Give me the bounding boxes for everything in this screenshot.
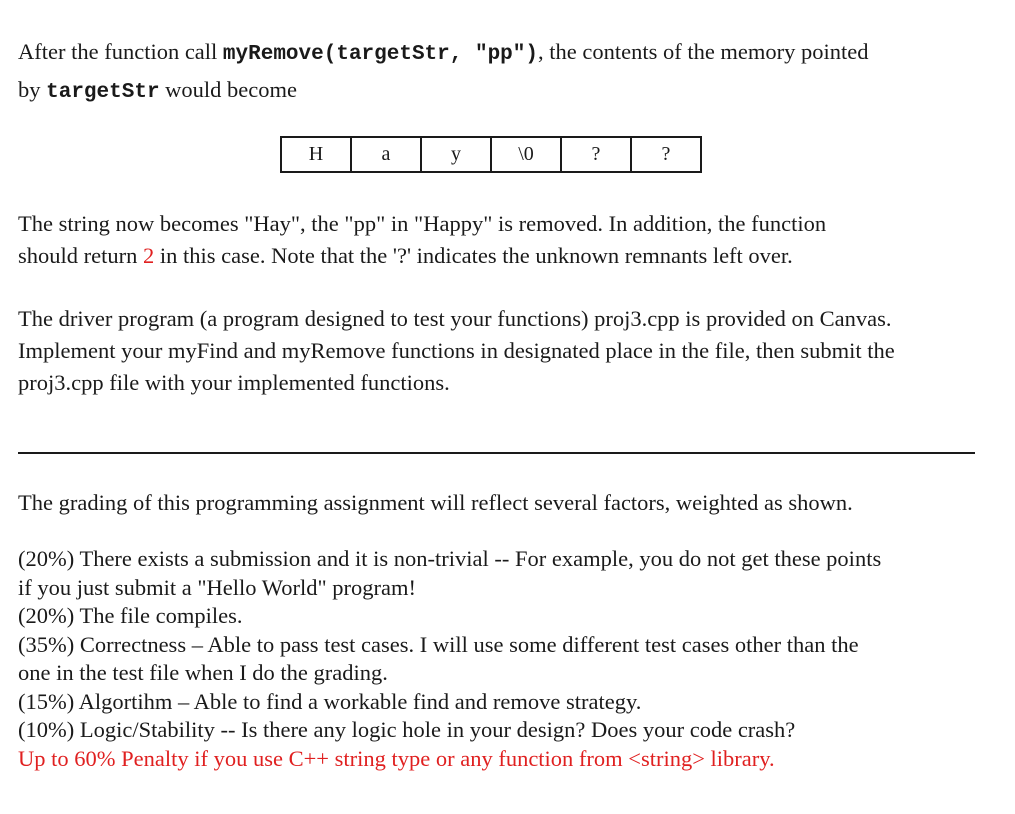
grading-item: (10%) Logic/Stability -- Is there any logic hole in your design? Does your code crash? — [18, 717, 796, 742]
grading-item: (15%) Algortihm – Able to find a workable find and remove strategy. — [18, 688, 642, 714]
grading-list — [18, 545, 988, 773]
memory-cell: H — [281, 137, 351, 172]
grading-item: (35%) Correctness – Able to pass test cases. I will use some different test cases other than the — [18, 631, 859, 657]
explanation-line-2: should return 2 in this case. Note that the '?' indicates the unknown remnants left over. — [18, 243, 793, 268]
variable-code: targetStr — [46, 81, 160, 104]
function-call-code: myRemove(targetStr, "pp") — [222, 43, 538, 66]
section-divider — [18, 452, 975, 454]
grading-item: (20%) The file compiles. — [18, 603, 243, 628]
memory-cell: ? — [561, 137, 631, 172]
driver-paragraph — [18, 303, 980, 399]
memory-cell: ? — [631, 137, 701, 172]
grading-intro: The grading of this programming assignment will reflect several factors, weighted as shown. — [18, 490, 853, 515]
memory-table — [280, 136, 702, 173]
memory-cell: y — [421, 137, 491, 172]
intro-line-2: by targetStr would become — [18, 77, 298, 104]
memory-cell: a — [351, 137, 421, 172]
driver-line-2: Implement your myFind and myRemove functions in designated place in the file, then submit the — [18, 338, 895, 363]
memory-cell: \0 — [491, 137, 561, 172]
explanation-line-1: The string now becomes "Hay", the "pp" in "Happy" is removed. In addition, the function — [18, 211, 827, 236]
grading-item: one in the test file when I do the grading. — [18, 660, 388, 685]
grading-item: (20%) There exists a submission and it is non-trivial -- For example, you do not get these points — [18, 546, 882, 571]
grading-item: if you just submit a "Hello World" program! — [18, 574, 416, 600]
return-value: 2 — [142, 243, 155, 268]
intro-line-1: After the function call myRemove(targetStr, "pp"), the contents of the memory pointed — [18, 39, 869, 66]
driver-line-1: The driver program (a program designed to test your functions) proj3.cpp is provided on Canvas. — [18, 306, 892, 331]
explanation-paragraph — [18, 208, 980, 272]
driver-line-3: proj3.cpp file with your implemented functions. — [18, 370, 450, 395]
intro-paragraph — [18, 34, 980, 110]
penalty-notice: Up to 60% Penalty if you use C++ string type or any function from <string> library. — [18, 745, 775, 771]
